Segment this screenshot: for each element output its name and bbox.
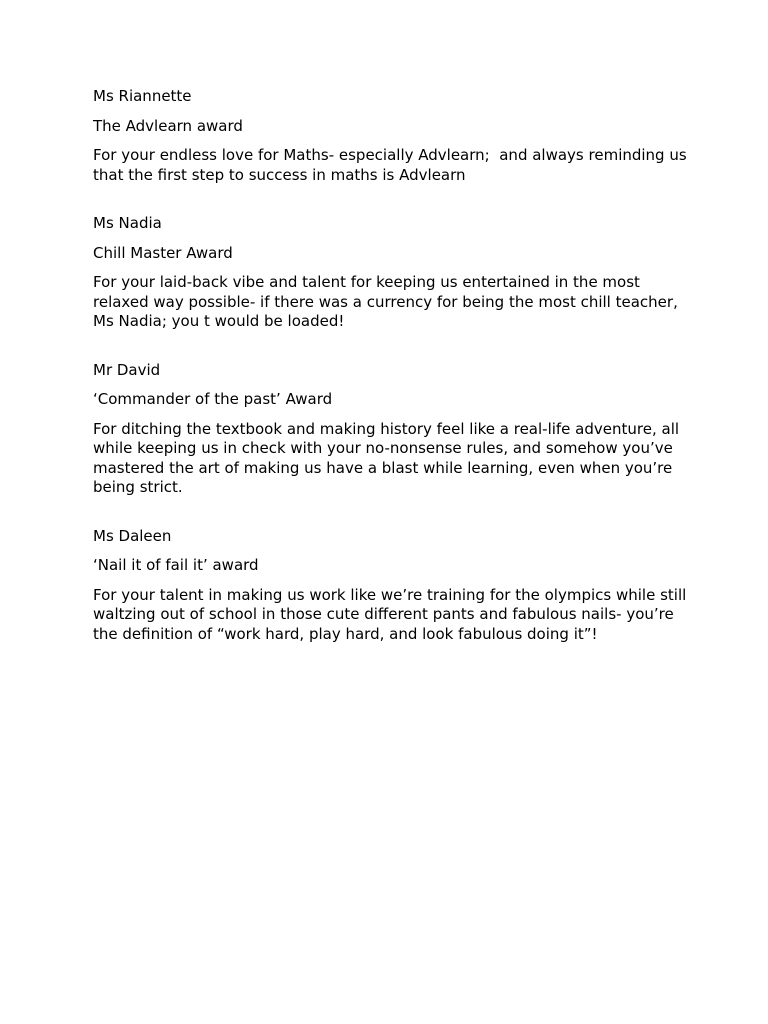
- award-title: The Advlearn award: [93, 116, 243, 135]
- teacher-name: Mr David: [93, 360, 161, 379]
- teacher-name: Ms Nadia: [93, 214, 162, 232]
- award-block: [93, 214, 693, 332]
- award-description: For your endless love for Maths- especially Advlearn; and always reminding us that the first step to success in maths is Advlearn: [93, 146, 692, 184]
- award-block: [93, 87, 693, 185]
- award-block: [93, 361, 693, 498]
- award-description: For ditching the textbook and making history feel like a real-life adventure, all while keeping us in check with your no-nonsense rules, and somehow you’ve mastered the art of making us have a blast while learning, even when you’re being strict.: [93, 419, 684, 496]
- award-title: ‘Nail it of fail it’ award: [93, 556, 259, 574]
- award-block: [93, 527, 693, 645]
- award-description: For your talent in making us work like we’re training for the olympics while still waltzing out of school in those cute different pants and fabulous nails- you’re the definition of “work hard, play hard, and look fabulous doing it”!: [93, 585, 692, 643]
- teacher-name: Ms Riannette: [93, 87, 192, 105]
- teacher-name: Ms Daleen: [93, 526, 172, 545]
- award-description: For your laid-back vibe and talent for keeping us entertained in the most relaxed way possible- if there was a currency for being the most chill teacher, Ms Nadia; you t would be loaded!: [93, 273, 683, 330]
- document-page: [93, 87, 693, 673]
- award-title: Chill Master Award: [93, 243, 233, 262]
- award-title: ‘Commander of the past’ Award: [93, 390, 333, 408]
